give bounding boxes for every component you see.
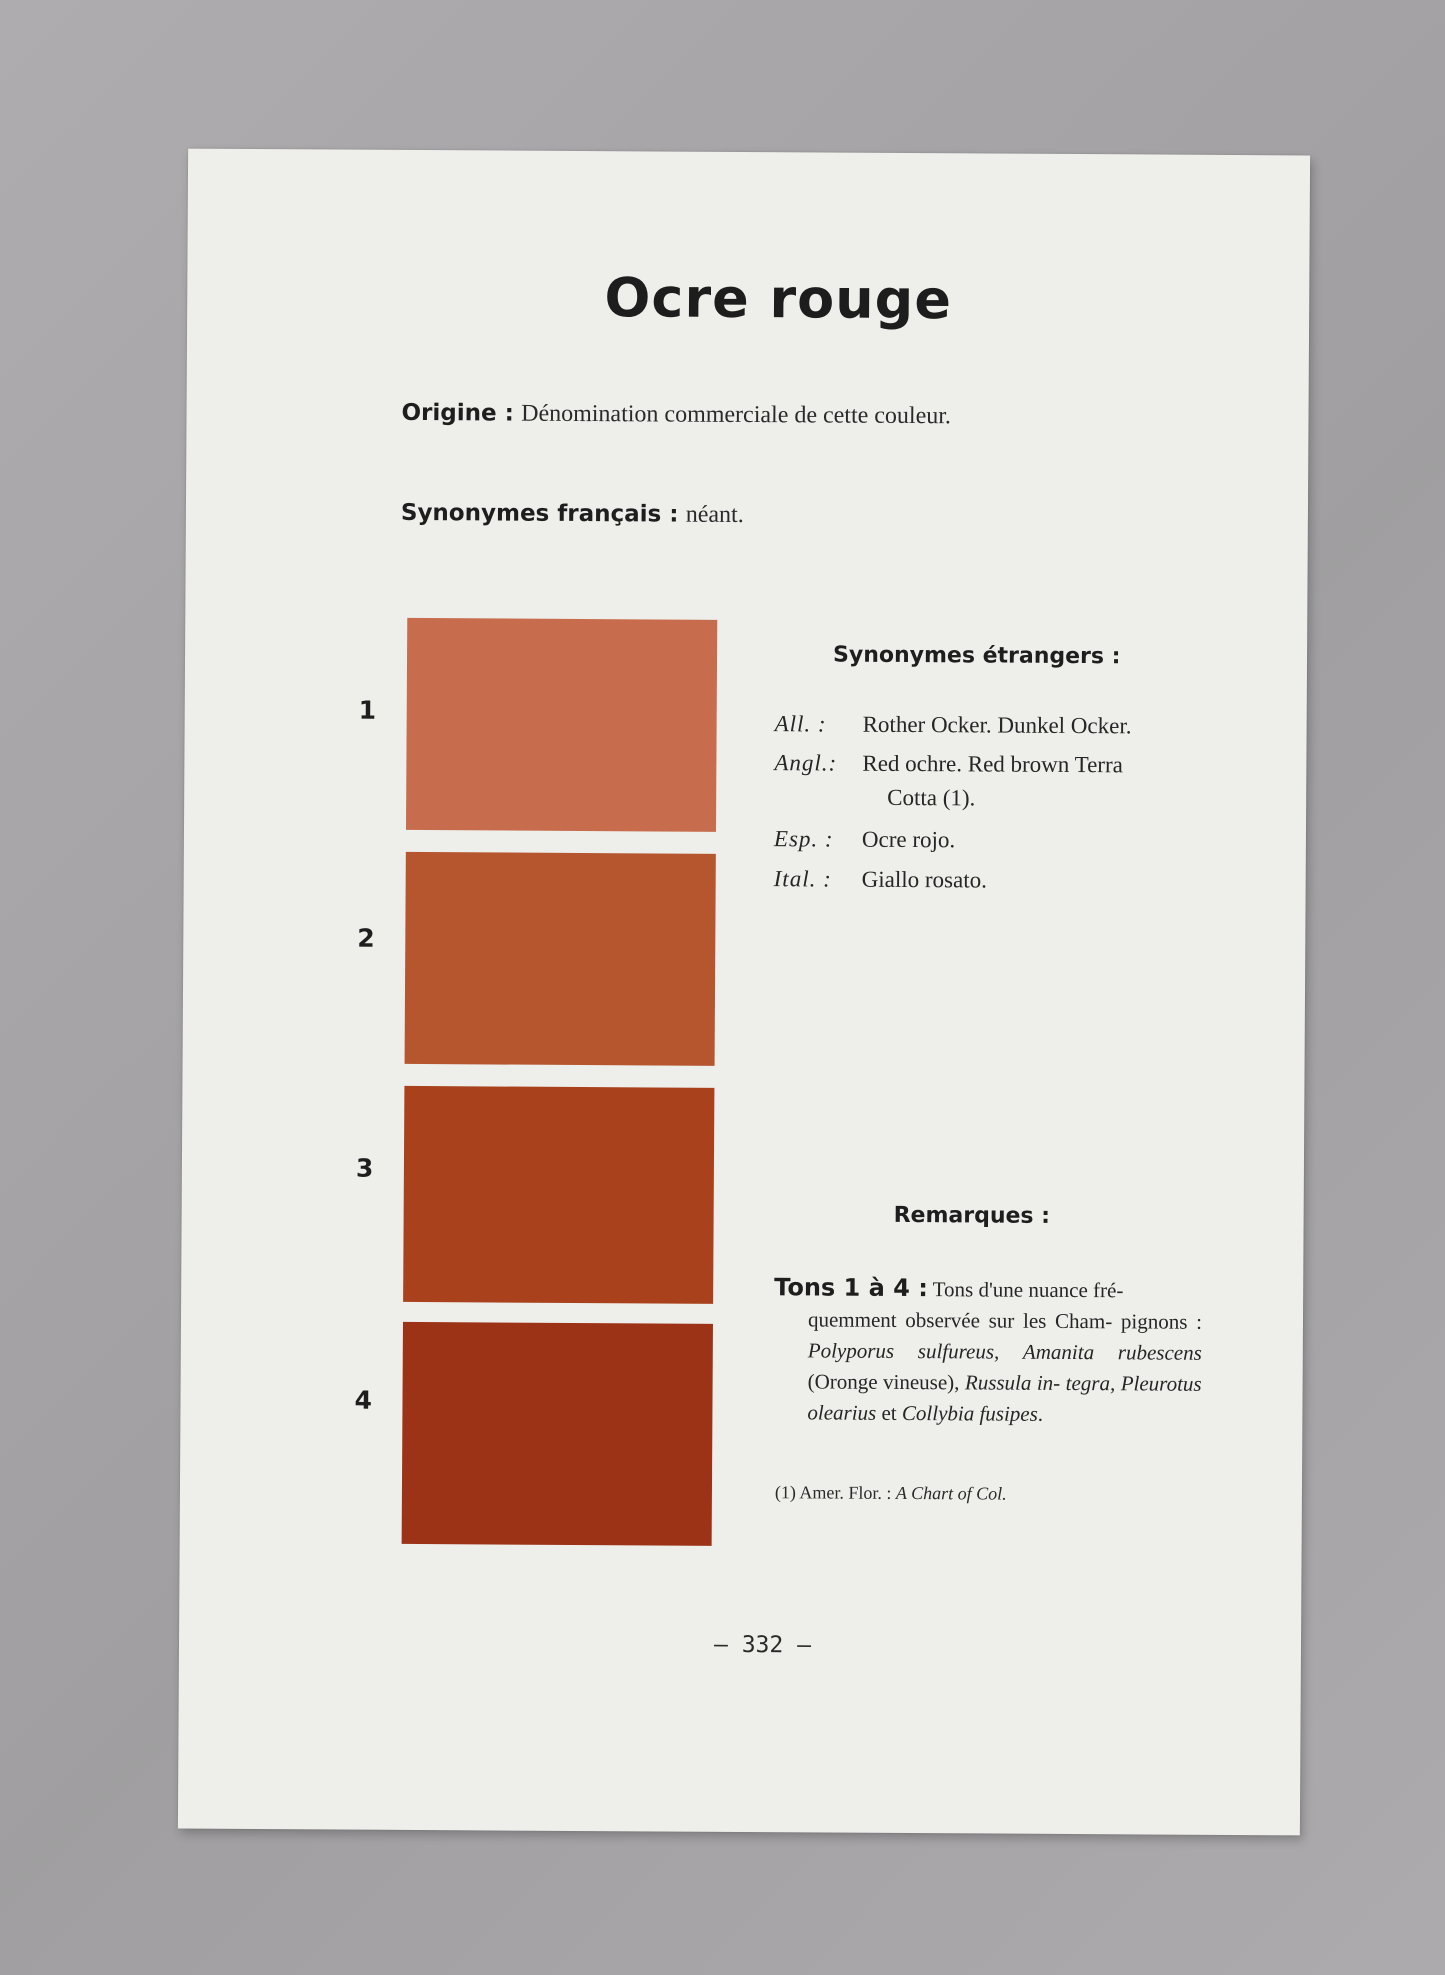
- synonym-row-angl: [774, 746, 1214, 817]
- synonymes-francais-label: Synonymes français :: [400, 499, 679, 528]
- origine-text: Dénomination commerciale de cette couleur.: [521, 400, 952, 430]
- species-name: Russula in-: [964, 1370, 1061, 1395]
- swatch-number-2: 2: [357, 923, 375, 953]
- remarques-line: pignons :: [1120, 1309, 1203, 1334]
- synonym-row-all: [775, 707, 1215, 744]
- origine-label: Origine :: [401, 399, 514, 427]
- document-page: [178, 149, 1310, 1836]
- remarques-line: et: [881, 1400, 897, 1425]
- swatch-number-1: 1: [358, 695, 377, 725]
- remarques-heading: Remarques :: [893, 1202, 1051, 1229]
- remarques-line: Tons d'une nuance fré-: [932, 1277, 1124, 1303]
- color-swatch-2: [405, 852, 716, 1066]
- synonymes-etrangers-heading: Synonymes étrangers :: [832, 642, 1121, 670]
- remarques-line: quemment observée sur les Cham-: [807, 1307, 1113, 1334]
- synonym-row-esp: [774, 822, 1214, 859]
- remarques-lead: Tons 1 à 4 :: [774, 1273, 928, 1303]
- synonym-row-ital: [774, 862, 1214, 899]
- synonym-text: Red ochre. Red brown Terra: [862, 750, 1123, 778]
- remarques-line: .: [1037, 1401, 1044, 1426]
- species-name: rubescens: [1117, 1340, 1202, 1365]
- footnote-title: A Chart of Col.: [895, 1482, 1007, 1504]
- page-title: Ocre rouge: [604, 266, 953, 332]
- synonym-abbr: Esp. :: [773, 826, 834, 852]
- synonym-text: Ocre rojo.: [861, 826, 956, 853]
- color-swatch-4: [402, 1322, 713, 1546]
- synonymes-francais-line: [401, 500, 744, 529]
- color-swatch-1: [406, 618, 717, 832]
- synonym-continuation: Cotta (1).: [887, 784, 976, 811]
- remarques-line: (Oronge vineuse),: [807, 1369, 960, 1395]
- species-name: Polyporus sulfureus,: [807, 1338, 1000, 1364]
- synonym-abbr: Ital. :: [773, 866, 832, 892]
- footnote: [775, 1482, 1007, 1504]
- species-name: Pleurotus olearius: [807, 1371, 1202, 1425]
- remarques-text: [773, 1272, 1202, 1431]
- species-name: Collybia fusipes: [901, 1400, 1038, 1426]
- synonymes-francais-text: néant.: [685, 501, 744, 528]
- species-name: tegra,: [1065, 1370, 1116, 1396]
- origine-line: [401, 400, 951, 430]
- swatch-number-4: 4: [354, 1385, 372, 1415]
- species-name: Amanita: [1022, 1339, 1095, 1365]
- color-swatch-3: [403, 1086, 714, 1304]
- swatch-number-3: 3: [355, 1153, 374, 1183]
- page-number: — 332 —: [713, 1631, 812, 1659]
- footnote-prefix: (1) Amer. Flor. :: [774, 1482, 892, 1503]
- synonym-abbr: Angl.:: [774, 750, 838, 776]
- synonym-text: Rother Ocker. Dunkel Ocker.: [862, 711, 1132, 739]
- synonym-text: Giallo rosato.: [861, 866, 987, 893]
- synonym-abbr: All. :: [774, 711, 827, 737]
